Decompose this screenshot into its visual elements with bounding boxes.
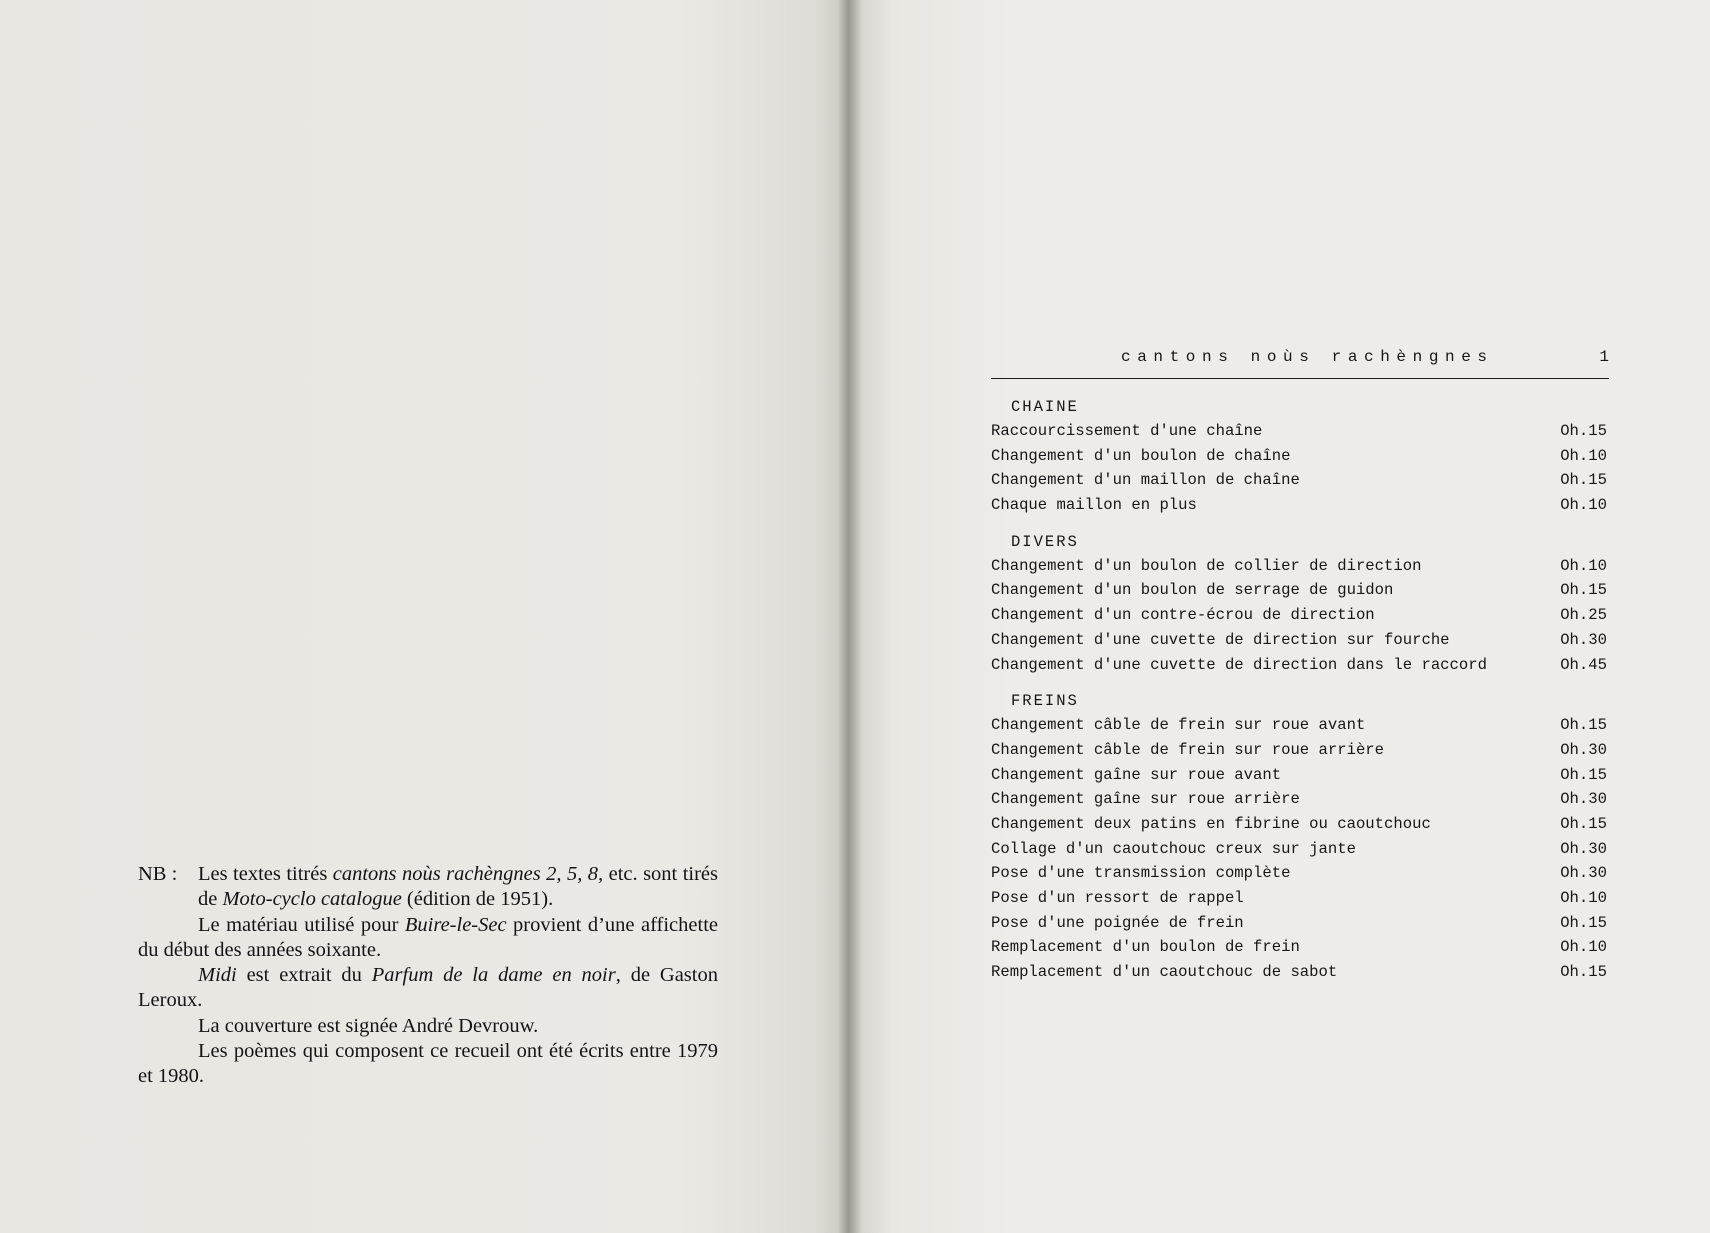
item-time: Oh.30 — [1560, 839, 1607, 858]
section-title-divers: DIVERS — [1011, 532, 1079, 551]
list-item — [991, 861, 1609, 886]
item-time: Oh.30 — [1560, 790, 1607, 809]
list-item — [991, 738, 1609, 763]
note-paragraph-3: Midi est extrait du Parfum de la dame en noir, de Gaston Leroux. — [138, 964, 718, 1012]
item-label: Changement d'un boulon de collier de direction — [991, 556, 1422, 575]
list-item — [991, 653, 1609, 678]
item-time: Oh.30 — [1560, 864, 1607, 883]
item-label: Remplacement d'un boulon de frein — [991, 938, 1300, 957]
item-label: Pose d'une transmission complète — [991, 864, 1291, 883]
item-label: Changement d'un boulon de chaîne — [991, 446, 1291, 465]
item-time: Oh.10 — [1560, 938, 1607, 957]
item-time: Oh.30 — [1560, 630, 1607, 649]
item-label: Raccourcissement d'une chaîne — [991, 422, 1263, 440]
list-item — [991, 787, 1609, 812]
list-item — [991, 935, 1609, 960]
note-p1-text: Les textes titrés cantons noùs rachèngnes 2, 5, 8, etc. sont tirés de Moto-cyclo catalogue (édition de 1951). — [198, 863, 718, 911]
item-time: Oh.45 — [1560, 655, 1607, 674]
list-item — [991, 419, 1609, 444]
list-item — [991, 578, 1609, 603]
item-label: Pose d'un ressort de rappel — [991, 889, 1244, 907]
item-time: Oh.15 — [1560, 765, 1607, 784]
nb-label: NB : — [138, 863, 178, 885]
list-item — [991, 628, 1609, 653]
item-label: Changement gaîne sur roue avant — [991, 765, 1282, 784]
nb-note — [138, 862, 718, 1090]
item-label: Remplacement d'un caoutchouc de sabot — [991, 963, 1338, 982]
item-label: Changement deux patins en fibrine ou caoutchouc — [991, 814, 1431, 833]
item-time: Oh.15 — [1560, 716, 1607, 735]
item-label: Changement d'un boulon de serrage de guidon — [991, 581, 1394, 600]
item-time: Oh.15 — [1560, 581, 1607, 600]
list-number: 1 — [1599, 348, 1609, 366]
item-label: Pose d'une poignée de frein — [991, 913, 1244, 932]
note-paragraph-1 — [138, 862, 718, 913]
item-time: Oh.10 — [1560, 556, 1607, 575]
item-time: Oh.10 — [1560, 446, 1607, 465]
list-sections — [991, 395, 1609, 985]
item-label: Changement câble de frein sur roue avant — [991, 716, 1366, 735]
item-time: Oh.15 — [1560, 422, 1607, 440]
item-label: Changement d'une cuvette de direction sur fourche — [991, 630, 1450, 649]
section-title-chaine: CHAINE — [1011, 398, 1079, 416]
item-time: Oh.10 — [1560, 889, 1607, 907]
item-time: Oh.10 — [1560, 496, 1607, 515]
item-time: Oh.15 — [1560, 471, 1607, 490]
note-paragraph-5: Les poèmes qui composent ce recueil ont été écrits entre 1979 et 1980. — [138, 1040, 718, 1088]
item-label: Changement gaîne sur roue arrière — [991, 790, 1300, 809]
list-item — [991, 713, 1609, 738]
item-time: Oh.15 — [1560, 913, 1607, 932]
item-label: Chaque maillon en plus — [991, 496, 1197, 515]
list-item — [991, 554, 1609, 579]
list-item — [991, 812, 1609, 837]
repair-time-list — [991, 342, 1609, 985]
item-label: Changement d'un contre-écrou de direction — [991, 606, 1375, 625]
book-gutter — [838, 0, 862, 1233]
list-item — [991, 960, 1609, 985]
left-page — [0, 0, 848, 1233]
item-label: Changement câble de frein sur roue arrière — [991, 740, 1385, 759]
item-time: Oh.25 — [1560, 606, 1607, 625]
item-time: Oh.15 — [1560, 963, 1607, 982]
item-time: Oh.30 — [1560, 740, 1607, 759]
note-paragraph-2: Le matériau utilisé pour Buire-le-Sec provient d’une affichette du début des années soixante. — [138, 913, 718, 961]
note-paragraph-4: La couverture est signée André Devrouw. — [198, 1014, 539, 1037]
list-item — [991, 493, 1609, 518]
list-item — [991, 603, 1609, 628]
item-label: Collage d'un caoutchouc creux sur jante — [991, 839, 1356, 858]
section-title-freins: FREINS — [1011, 692, 1079, 711]
item-label: Changement d'un maillon de chaîne — [991, 471, 1300, 490]
item-time: Oh.15 — [1560, 814, 1607, 833]
list-item — [991, 837, 1609, 862]
list-item — [991, 886, 1609, 911]
item-label: Changement d'une cuvette de direction dans le raccord — [991, 655, 1487, 674]
list-header — [991, 342, 1609, 379]
list-item — [991, 468, 1609, 493]
list-item — [991, 911, 1609, 936]
list-title: cantons noùs rachèngnes — [1121, 348, 1494, 366]
list-item — [991, 444, 1609, 469]
list-item — [991, 763, 1609, 788]
